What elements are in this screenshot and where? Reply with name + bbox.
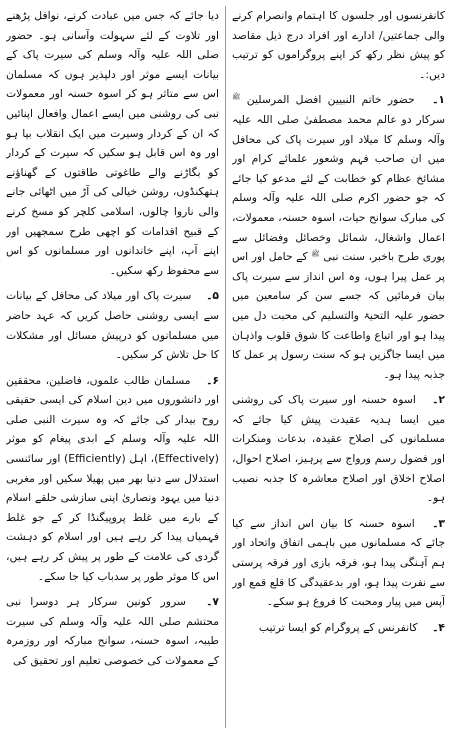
point-1 [232, 90, 445, 384]
point-1-text-c: کے حامل اور اس پر عمل پیرا ہوں، وہ اس انداز سے سیرت پاک بیان فرمائیں کہ جسے سن کر سامعین میں حضور علیہ التحیۃ والتسلیم کی محبت دل میں پیدا ہو اور اتباع واطاعت کا شوق قلوب واذہان میں ایسا جاگزیں ہو کہ سنت رسول پر عمل کا جذبہ پیدا ہو۔ [232, 250, 445, 381]
point-3-text: اسوہ حسنہ کا بیان اس انداز سے کیا جائے کہ مسلمانوں میں باہمی اتفاق واتحاد اور ہم آہنگی پیدا ہو، فرقہ بازی اور فرقہ پرستی سے نفرت پیدا ہو، اور بدعقیدگی کا قلع قمع اور آپس میں پیار ومحبت کا فروغ ہو سکے۔ [232, 516, 445, 609]
point-3 [232, 514, 445, 612]
point-5-number: ۵۔ [206, 289, 219, 303]
point-3-number: ۳۔ [432, 516, 445, 530]
point-7-text: سرور کونین سرکار ہر دوسرا نبی محتشم صلی اللہ علیہ وآلہ وسلم کی سیرت طیبہ، اسوہ حسنہ، سوانح مبارکہ اور روزمرہ کے معمولات کی خصوصی تعلیم اور تحقیق کی [6, 595, 219, 667]
honorific-icon: ﷺ [311, 249, 320, 258]
point-4-continued-text: دیا جائے کہ جس میں عبادت کرنے، نوافل پڑھنے اور تلاوت کے لئے سہولت وآسانی ہو۔ حضور صلی اللہ علیہ وآلہ وسلم کی سیرت پاک کے بیانات ایسے موثر اور دلپذیر ہوں کہ مسلمان اس سے متاثر ہو کر اسوہ حسنہ اور معمولات نبی کی روشنی میں ایسے اعمال وافعال اپنائیں کہ ان کے کردار وسیرت میں ایک انقلاب بپا ہو اور وہ اس قابل ہو سکیں کہ سیرت کے کردار کو بگاڑنے والے طاغوتی طاقتوں کے گھناؤنے ہتھکنڈوں، روشن خیالی کی آڑ میں اٹھائی جانے والی ناروا چالوں، اسلامی کلچر کو مسخ کرنے کے قبیح اقدامات کو اچھی طرح سمجھیں اور اپنے آپ، اپنے خاندانوں اور مسلمانوں کو اس سے محفوظ رکھ سکیں۔ [6, 9, 219, 277]
right-column [232, 6, 445, 728]
point-4-text: کانفرنس کے پروگرام کو ایسا ترتیب [258, 620, 418, 634]
point-5-text: سیرت پاک اور میلاد کی محافل کے بیانات سے ایسی روشنی حاصل کریں کہ عہد حاضر میں مسلمانوں کو درپیش مسائل اور مشکلات کا حل تلاش کر سکیں۔ [6, 289, 219, 362]
point-4-continued [6, 6, 219, 280]
point-6-text: مسلمان طالب علموں، فاضلین، محققین اور دانشوروں میں دین اسلام کی ایسی حقیقی روح بیدار کی جائے کہ وہ سیرت النبی صلی اللہ علیہ وآلہ وسلم کے ابدی پیغام کو موثر (Effectively)، اہل (Efficiently) اور سائنسی استدلال سے دنیا بھر میں پھیلا سکیں اور مغربی دنیا میں یہود ونصاریٰ اپنی سازشی حلقے اسلام کے بارے میں غلط پروپیگنڈا کر کے جو غلط فہمیاں پیدا کر رہے ہیں اور اسلام کو دہشت گردی کی علامت کے طور پر پیش کر رہے ہیں، اس کا موثر طور پر سدباب کیا جا سکے۔ [6, 373, 219, 583]
point-6-number: ۶۔ [206, 373, 219, 387]
point-6 [6, 371, 219, 587]
point-4-number: ۴۔ [432, 620, 445, 634]
point-5 [6, 286, 219, 364]
point-1-text-a: حضور خاتم النبیین افضل المرسلین [246, 93, 415, 107]
point-1-number: ۱۔ [432, 93, 445, 107]
intro-text: کانفرنسوں اور جلسوں کا اہتمام وانصرام کرنے والی جماعتیں/ ادارے اور افراد درج ذیل مقاصد کو پیش نظر رکھ کر اپنے پروگراموں کو ترتیب دیں:۔ [232, 9, 445, 81]
point-7-number: ۷۔ [206, 595, 219, 609]
point-2-text: اسوہ حسنہ اور سیرت پاک کی روشنی میں ایسا ہدیہ عقیدت پیش کیا جائے کہ مسلمانوں کی اصلاح عقیدہ، بدعات ومنکرات اور فضول رسم ورواج سے پرہیز، اصلاح احوال، اصلاح اخلاق اور اصلاح معاشرہ کا جذبہ نصیب ہو۔ [232, 393, 445, 505]
column-divider [225, 6, 226, 728]
point-4 [232, 618, 445, 638]
point-2-number: ۲۔ [432, 393, 445, 407]
point-2 [232, 390, 445, 508]
point-7 [6, 592, 219, 670]
point-1-text-b: سرکار دو عالم محمد مصطفیٰ صلی اللہ علیہ وآلہ وسلم کا میلاد اور سیرت پاک کی محافل میں ان صاحب فہم وشعور علمائے کرام اور مشائخ عظام کو خطابت کے لئے مدعو کیا جائے کہ جو حضور اکرم صلی اللہ علیہ وآلہ وسلم کی مبارک سوانح حیات، اسوہ حسنہ، معمولات، اعمال واشغال، شمائل وخصائل وفضائل سے پوری طرح باخبر، سنت نبی [232, 112, 445, 264]
intro-paragraph [232, 6, 445, 84]
honorific-icon: ﷺ [232, 92, 241, 101]
left-column [6, 6, 219, 728]
